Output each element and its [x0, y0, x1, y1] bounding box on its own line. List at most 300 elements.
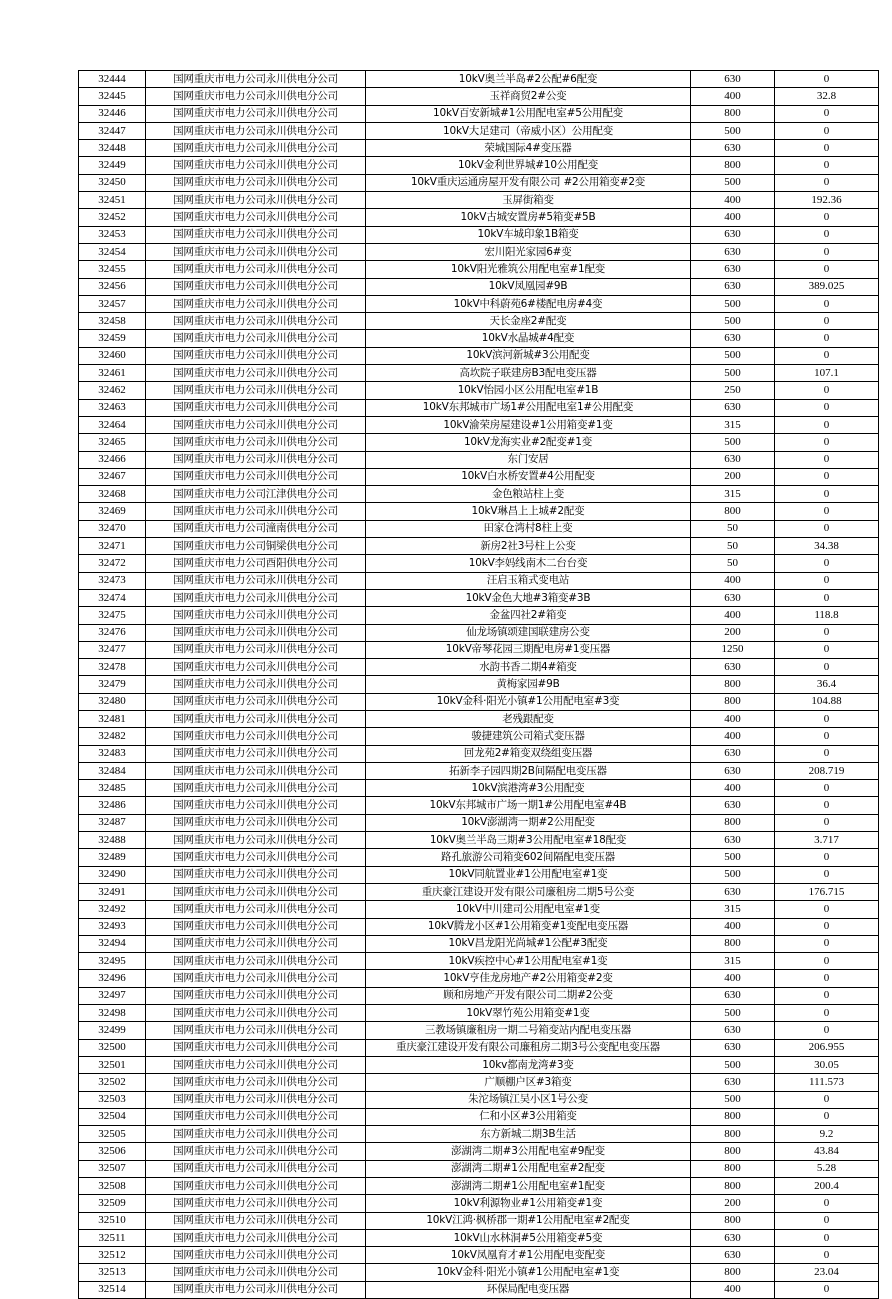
cell-value: 0: [775, 1247, 879, 1264]
cell-name: 荣城国际4#变压器: [366, 140, 691, 157]
cell-value: 107.1: [775, 365, 879, 382]
cell-capacity: 800: [691, 157, 775, 174]
cell-value: 0: [775, 71, 879, 88]
cell-name: 10kV金利世界城#10公用配变: [366, 157, 691, 174]
cell-id: 32471: [79, 538, 146, 555]
cell-id: 32507: [79, 1160, 146, 1177]
cell-company: 国网重庆市电力公司永川供电分公司: [146, 797, 366, 814]
table-row: [79, 468, 879, 485]
cell-name: 黄梅家园#9B: [366, 676, 691, 693]
cell-capacity: 800: [691, 935, 775, 952]
cell-name: 10kv都南龙湾#3变: [366, 1056, 691, 1073]
cell-capacity: 500: [691, 1005, 775, 1022]
cell-id: 32447: [79, 122, 146, 139]
cell-name: 10kV凤凰园#9B: [366, 278, 691, 295]
cell-name: 玉祥商贸2#公变: [366, 88, 691, 105]
cell-company: 国网重庆市电力公司永川供电分公司: [146, 901, 366, 918]
cell-value: 36.4: [775, 676, 879, 693]
cell-value: 0: [775, 520, 879, 537]
cell-name: 汪启玉箱式变电站: [366, 572, 691, 589]
cell-value: 0: [775, 1005, 879, 1022]
table-row: [79, 970, 879, 987]
cell-value: 0: [775, 243, 879, 260]
cell-name: 环保局配电变压器: [366, 1281, 691, 1298]
cell-company: 国网重庆市电力公司永川供电分公司: [146, 451, 366, 468]
cell-capacity: 500: [691, 849, 775, 866]
cell-company: 国网重庆市电力公司永川供电分公司: [146, 1108, 366, 1125]
cell-id: 32461: [79, 365, 146, 382]
table-row: [79, 987, 879, 1004]
cell-value: 0: [775, 814, 879, 831]
cell-value: 0: [775, 797, 879, 814]
cell-value: 0: [775, 261, 879, 278]
cell-id: 32452: [79, 209, 146, 226]
cell-capacity: 315: [691, 486, 775, 503]
table-row: [79, 122, 879, 139]
table-row: [79, 1074, 879, 1091]
cell-id: 32501: [79, 1056, 146, 1073]
table-row: [79, 520, 879, 537]
cell-value: 0: [775, 641, 879, 658]
cell-company: 国网重庆市电力公司永川供电分公司: [146, 641, 366, 658]
cell-name: 10kV金色大地#3箱变#3B: [366, 589, 691, 606]
cell-value: 200.4: [775, 1178, 879, 1195]
cell-id: 32504: [79, 1108, 146, 1125]
cell-value: 0: [775, 434, 879, 451]
cell-company: 国网重庆市电力公司永川供电分公司: [146, 1212, 366, 1229]
cell-name: 10kV阳光雅筑公用配电室#1配变: [366, 261, 691, 278]
cell-value: 0: [775, 105, 879, 122]
cell-company: 国网重庆市电力公司永川供电分公司: [146, 503, 366, 520]
cell-company: 国网重庆市电力公司潼南供电分公司: [146, 520, 366, 537]
cell-capacity: 630: [691, 226, 775, 243]
cell-capacity: 630: [691, 832, 775, 849]
cell-capacity: 800: [691, 105, 775, 122]
cell-id: 32479: [79, 676, 146, 693]
cell-name: 10kV中川建司公用配电室#1变: [366, 901, 691, 918]
table-row: [79, 659, 879, 676]
cell-id: 32482: [79, 728, 146, 745]
cell-name: 宏川阳光家园6#变: [366, 243, 691, 260]
cell-name: 10kV怡园小区公用配电室#1B: [366, 382, 691, 399]
cell-name: 仁和小区#3公用箱变: [366, 1108, 691, 1125]
cell-capacity: 800: [691, 503, 775, 520]
cell-value: 0: [775, 901, 879, 918]
cell-name: 10kV凤凰育才#1公用配电变配变: [366, 1247, 691, 1264]
table-row: [79, 295, 879, 312]
cell-id: 32486: [79, 797, 146, 814]
cell-value: 34.38: [775, 538, 879, 555]
cell-capacity: 630: [691, 1039, 775, 1056]
cell-capacity: 630: [691, 278, 775, 295]
table-body: [79, 71, 879, 1299]
cell-capacity: 50: [691, 520, 775, 537]
cell-company: 国网重庆市电力公司永川供电分公司: [146, 295, 366, 312]
cell-name: 高坎院子联建房B3配电变压器: [366, 365, 691, 382]
table-row: [79, 589, 879, 606]
cell-capacity: 315: [691, 901, 775, 918]
cell-company: 国网重庆市电力公司永川供电分公司: [146, 88, 366, 105]
cell-name: 10kV白水桥安置#4公用配变: [366, 468, 691, 485]
cell-value: 0: [775, 572, 879, 589]
cell-value: 0: [775, 918, 879, 935]
cell-company: 国网重庆市电力公司永川供电分公司: [146, 572, 366, 589]
cell-name: 回龙苑2#箱变双绕组变压器: [366, 745, 691, 762]
cell-id: 32454: [79, 243, 146, 260]
cell-name: 东方新城二期3B生活: [366, 1126, 691, 1143]
cell-company: 国网重庆市电力公司永川供电分公司: [146, 762, 366, 779]
cell-name: 10kV中科蔚苑6#楼配电房#4变: [366, 295, 691, 312]
cell-value: 0: [775, 728, 879, 745]
cell-id: 32497: [79, 987, 146, 1004]
table-row: [79, 866, 879, 883]
cell-name: 朱沱场镇江吴小区1号公变: [366, 1091, 691, 1108]
table-row: [79, 451, 879, 468]
cell-capacity: 500: [691, 313, 775, 330]
cell-value: 30.05: [775, 1056, 879, 1073]
cell-name: 10kV东邦城市广场1#公用配电室1#公用配变: [366, 399, 691, 416]
cell-name: 澎湖湾二期#1公用配电室#1配变: [366, 1178, 691, 1195]
cell-capacity: 500: [691, 1056, 775, 1073]
cell-company: 国网重庆市电力公司江津供电分公司: [146, 486, 366, 503]
table-row: [79, 1005, 879, 1022]
table-row: [79, 1195, 879, 1212]
table-row: [79, 710, 879, 727]
cell-id: 32493: [79, 918, 146, 935]
cell-id: 32508: [79, 1178, 146, 1195]
cell-value: 208.719: [775, 762, 879, 779]
cell-company: 国网重庆市电力公司永川供电分公司: [146, 1160, 366, 1177]
cell-capacity: 200: [691, 468, 775, 485]
cell-capacity: 800: [691, 1143, 775, 1160]
cell-name: 天长金座2#配变: [366, 313, 691, 330]
table-row: [79, 1108, 879, 1125]
cell-id: 32457: [79, 295, 146, 312]
table-row: [79, 607, 879, 624]
cell-value: 9.2: [775, 1126, 879, 1143]
table-row: [79, 88, 879, 105]
cell-company: 国网重庆市电力公司酉阳供电分公司: [146, 555, 366, 572]
cell-value: 104.88: [775, 693, 879, 710]
table-row: [79, 1212, 879, 1229]
table-row: [79, 365, 879, 382]
cell-name: 路孔旅游公司箱变602间隔配电变压器: [366, 849, 691, 866]
cell-capacity: 630: [691, 261, 775, 278]
cell-capacity: 630: [691, 1247, 775, 1264]
cell-name: 10kV腾龙小区#1公用箱变#1变配电变压器: [366, 918, 691, 935]
cell-name: 田家仓湾村8柱上变: [366, 520, 691, 537]
table-row: [79, 330, 879, 347]
cell-id: 32472: [79, 555, 146, 572]
cell-value: 111.573: [775, 1074, 879, 1091]
table-row: [79, 503, 879, 520]
cell-id: 32466: [79, 451, 146, 468]
cell-name: 10kV百安新城#1公用配电室#5公用配变: [366, 105, 691, 122]
table-row: [79, 762, 879, 779]
cell-name: 10kV奥兰半岛#2公配#6配变: [366, 71, 691, 88]
cell-capacity: 800: [691, 1264, 775, 1281]
cell-capacity: 315: [691, 416, 775, 433]
cell-value: 176.715: [775, 883, 879, 900]
cell-name: 10kV奥兰半岛三期#3公用配电室#18配变: [366, 832, 691, 849]
cell-id: 32499: [79, 1022, 146, 1039]
table-row: [79, 399, 879, 416]
cell-id: 32470: [79, 520, 146, 537]
table-row: [79, 572, 879, 589]
cell-id: 32505: [79, 1126, 146, 1143]
cell-value: 0: [775, 330, 879, 347]
cell-company: 国网重庆市电力公司永川供电分公司: [146, 970, 366, 987]
cell-name: 澎湖湾二期#3公用配电室#9配变: [366, 1143, 691, 1160]
table-row: [79, 728, 879, 745]
cell-id: 32491: [79, 883, 146, 900]
cell-id: 32483: [79, 745, 146, 762]
table-row: [79, 1091, 879, 1108]
cell-capacity: 200: [691, 624, 775, 641]
cell-id: 32455: [79, 261, 146, 278]
table-row: [79, 261, 879, 278]
cell-name: 10kV帝琴花园三期配电房#1变压器: [366, 641, 691, 658]
cell-value: 0: [775, 1108, 879, 1125]
table-row: [79, 434, 879, 451]
cell-id: 32484: [79, 762, 146, 779]
cell-capacity: 630: [691, 883, 775, 900]
cell-value: 0: [775, 745, 879, 762]
table-row: [79, 105, 879, 122]
cell-id: 32456: [79, 278, 146, 295]
cell-value: 0: [775, 970, 879, 987]
table-row: [79, 1056, 879, 1073]
cell-company: 国网重庆市电力公司永川供电分公司: [146, 745, 366, 762]
table-row: [79, 313, 879, 330]
cell-capacity: 400: [691, 607, 775, 624]
cell-company: 国网重庆市电力公司永川供电分公司: [146, 866, 366, 883]
cell-id: 32458: [79, 313, 146, 330]
cell-id: 32502: [79, 1074, 146, 1091]
cell-company: 国网重庆市电力公司永川供电分公司: [146, 1091, 366, 1108]
cell-id: 32488: [79, 832, 146, 849]
cell-company: 国网重庆市电力公司永川供电分公司: [146, 780, 366, 797]
cell-company: 国网重庆市电力公司永川供电分公司: [146, 987, 366, 1004]
cell-name: 仙龙场镇颂建国联建房公变: [366, 624, 691, 641]
cell-company: 国网重庆市电力公司永川供电分公司: [146, 1195, 366, 1212]
cell-company: 国网重庆市电力公司永川供电分公司: [146, 399, 366, 416]
table-row: [79, 1264, 879, 1281]
cell-company: 国网重庆市电力公司永川供电分公司: [146, 814, 366, 831]
cell-name: 澎湖湾二期#1公用配电室#2配变: [366, 1160, 691, 1177]
cell-company: 国网重庆市电力公司永川供电分公司: [146, 416, 366, 433]
cell-name: 10kV亨佳龙房地产#2公用箱变#2变: [366, 970, 691, 987]
cell-id: 32492: [79, 901, 146, 918]
cell-capacity: 800: [691, 1178, 775, 1195]
cell-value: 0: [775, 468, 879, 485]
cell-value: 0: [775, 1229, 879, 1246]
cell-capacity: 400: [691, 970, 775, 987]
table-row: [79, 901, 879, 918]
cell-name: 10kV琳昌上上城#2配变: [366, 503, 691, 520]
cell-id: 32453: [79, 226, 146, 243]
table-row: [79, 71, 879, 88]
cell-name: 10kV金科·阳光小镇#1公用配电室#3变: [366, 693, 691, 710]
cell-name: 10kV昌龙阳光尚城#1公配#3配变: [366, 935, 691, 952]
table-row: [79, 935, 879, 952]
cell-value: 0: [775, 589, 879, 606]
cell-value: 0: [775, 866, 879, 883]
cell-value: 0: [775, 953, 879, 970]
cell-value: 0: [775, 849, 879, 866]
cell-company: 国网重庆市电力公司永川供电分公司: [146, 659, 366, 676]
cell-capacity: 630: [691, 797, 775, 814]
cell-capacity: 400: [691, 572, 775, 589]
cell-capacity: 630: [691, 1229, 775, 1246]
cell-id: 32475: [79, 607, 146, 624]
cell-value: 206.955: [775, 1039, 879, 1056]
cell-name: 10kV古城安置房#5箱变#5B: [366, 209, 691, 226]
cell-company: 国网重庆市电力公司铜梁供电分公司: [146, 538, 366, 555]
table-row: [79, 814, 879, 831]
cell-capacity: 630: [691, 1074, 775, 1091]
cell-value: 0: [775, 313, 879, 330]
table-row: [79, 832, 879, 849]
cell-id: 32473: [79, 572, 146, 589]
cell-company: 国网重庆市电力公司永川供电分公司: [146, 1178, 366, 1195]
cell-company: 国网重庆市电力公司永川供电分公司: [146, 105, 366, 122]
cell-id: 32464: [79, 416, 146, 433]
cell-value: 0: [775, 382, 879, 399]
cell-id: 32463: [79, 399, 146, 416]
cell-name: 老残跟配变: [366, 710, 691, 727]
table-row: [79, 883, 879, 900]
cell-company: 国网重庆市电力公司永川供电分公司: [146, 434, 366, 451]
cell-name: 10kV翠竹苑公用箱变#1变: [366, 1005, 691, 1022]
cell-value: 0: [775, 710, 879, 727]
cell-id: 32450: [79, 174, 146, 191]
cell-value: 3.717: [775, 832, 879, 849]
cell-company: 国网重庆市电力公司永川供电分公司: [146, 728, 366, 745]
cell-capacity: 630: [691, 987, 775, 1004]
cell-company: 国网重庆市电力公司永川供电分公司: [146, 624, 366, 641]
cell-company: 国网重庆市电力公司永川供电分公司: [146, 174, 366, 191]
cell-company: 国网重庆市电力公司永川供电分公司: [146, 226, 366, 243]
cell-value: 0: [775, 486, 879, 503]
cell-name: 玉屏街箱变: [366, 192, 691, 209]
cell-name: 10kV疾控中心#1公用配电室#1变: [366, 953, 691, 970]
cell-company: 国网重庆市电力公司永川供电分公司: [146, 676, 366, 693]
cell-company: 国网重庆市电力公司永川供电分公司: [146, 1281, 366, 1298]
cell-capacity: 800: [691, 1160, 775, 1177]
cell-id: 32474: [79, 589, 146, 606]
cell-value: 0: [775, 555, 879, 572]
cell-capacity: 400: [691, 710, 775, 727]
cell-id: 32465: [79, 434, 146, 451]
table-row: [79, 918, 879, 935]
table-row: [79, 1039, 879, 1056]
table-row: [79, 278, 879, 295]
cell-capacity: 630: [691, 1022, 775, 1039]
cell-name: 10kV滨河新城#3公用配变: [366, 347, 691, 364]
table-row: [79, 676, 879, 693]
table-row: [79, 209, 879, 226]
cell-name: 10kV东邦城市广场一期1#公用配电室#4B: [366, 797, 691, 814]
cell-company: 国网重庆市电力公司永川供电分公司: [146, 261, 366, 278]
cell-id: 32449: [79, 157, 146, 174]
cell-company: 国网重庆市电力公司永川供电分公司: [146, 313, 366, 330]
cell-company: 国网重庆市电力公司永川供电分公司: [146, 157, 366, 174]
cell-value: 0: [775, 174, 879, 191]
table-row: [79, 416, 879, 433]
cell-capacity: 630: [691, 589, 775, 606]
cell-id: 32476: [79, 624, 146, 641]
cell-company: 国网重庆市电力公司永川供电分公司: [146, 1247, 366, 1264]
cell-capacity: 200: [691, 1195, 775, 1212]
cell-capacity: 315: [691, 953, 775, 970]
table-row: [79, 347, 879, 364]
cell-value: 0: [775, 140, 879, 157]
cell-capacity: 500: [691, 434, 775, 451]
cell-value: 0: [775, 987, 879, 1004]
cell-name: 10kV金科·阳光小镇#1公用配电室#1变: [366, 1264, 691, 1281]
table-row: [79, 693, 879, 710]
cell-value: 43.84: [775, 1143, 879, 1160]
cell-name: 10kV山水林洞#5公用箱变#5变: [366, 1229, 691, 1246]
cell-id: 32444: [79, 71, 146, 88]
cell-id: 32495: [79, 953, 146, 970]
table-row: [79, 174, 879, 191]
cell-name: 10kV车城印象1B箱变: [366, 226, 691, 243]
cell-value: 0: [775, 209, 879, 226]
cell-value: 0: [775, 295, 879, 312]
cell-value: 192.36: [775, 192, 879, 209]
cell-id: 32487: [79, 814, 146, 831]
cell-capacity: 800: [691, 693, 775, 710]
table-row: [79, 1247, 879, 1264]
cell-company: 国网重庆市电力公司永川供电分公司: [146, 71, 366, 88]
cell-company: 国网重庆市电力公司永川供电分公司: [146, 849, 366, 866]
cell-capacity: 630: [691, 399, 775, 416]
cell-capacity: 50: [691, 538, 775, 555]
table-row: [79, 1143, 879, 1160]
table-row: [79, 157, 879, 174]
cell-company: 国网重庆市电力公司永川供电分公司: [146, 1005, 366, 1022]
cell-id: 32489: [79, 849, 146, 866]
cell-company: 国网重庆市电力公司永川供电分公司: [146, 243, 366, 260]
cell-capacity: 500: [691, 174, 775, 191]
cell-id: 32448: [79, 140, 146, 157]
cell-value: 0: [775, 935, 879, 952]
table-row: [79, 953, 879, 970]
cell-company: 国网重庆市电力公司永川供电分公司: [146, 365, 366, 382]
cell-value: 0: [775, 659, 879, 676]
cell-value: 389.025: [775, 278, 879, 295]
cell-company: 国网重庆市电力公司永川供电分公司: [146, 883, 366, 900]
cell-value: 0: [775, 157, 879, 174]
cell-capacity: 400: [691, 780, 775, 797]
cell-capacity: 500: [691, 866, 775, 883]
table-row: [79, 1160, 879, 1177]
cell-company: 国网重庆市电力公司永川供电分公司: [146, 382, 366, 399]
cell-value: 0: [775, 347, 879, 364]
cell-id: 32451: [79, 192, 146, 209]
cell-capacity: 800: [691, 1108, 775, 1125]
cell-id: 32477: [79, 641, 146, 658]
cell-name: 水韵书香二期4#箱变: [366, 659, 691, 676]
cell-value: 23.04: [775, 1264, 879, 1281]
cell-id: 32468: [79, 486, 146, 503]
cell-id: 32494: [79, 935, 146, 952]
cell-company: 国网重庆市电力公司永川供电分公司: [146, 935, 366, 952]
cell-company: 国网重庆市电力公司永川供电分公司: [146, 918, 366, 935]
cell-name: 10kV渝荣房屋建设#1公用箱变#1变: [366, 416, 691, 433]
